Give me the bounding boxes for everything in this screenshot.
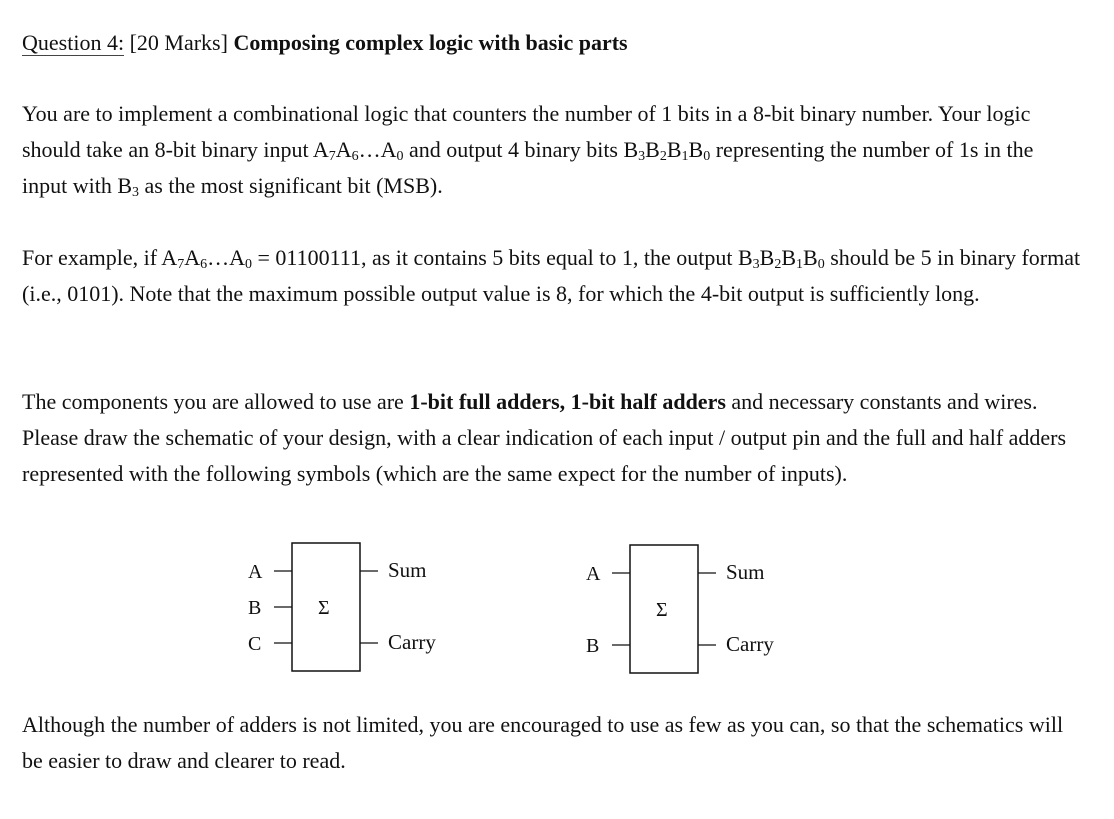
- half-adder-input-b: B: [586, 635, 600, 657]
- paragraph-example: For example, if $A_7A_6\dots A_0 = 01100111$, as it contains 5 bits equal to 1, the output $B_3B_2B_1B_0$ should be 5 in binary format (i.e., 0101). Note that the maximum possible output value is 8, for which the 4-bit output is sufficiently long.: [22, 245, 1081, 306]
- full-adder-output-sum: Sum: [388, 558, 427, 582]
- paragraph-components: The components you are allowed to use are 1-bit full adders, 1-bit half adders and necessary constants and wires. Please draw the schematic of your design, with a clear indication of each input / output pin and the full and half adders represented with the following symbols (which are the same expect for the number of inputs).: [22, 389, 1067, 486]
- paragraph-task: You are to implement a combinational logic that counters the number of 1 bits in a 8-bit binary number. Your logic should take an 8-bit binary input $A_7A_6\dots A_0$ and output 4 binary bits $B_3B_2B_1B_0$ representing the number of 1s in the input with $B_3$ as the most significant bit (MSB).: [22, 101, 1034, 200]
- question-label: Question 4:: [22, 30, 125, 55]
- half-adder-output-sum: Sum: [726, 560, 765, 584]
- full-adder-input-a: A: [248, 561, 263, 583]
- full-adder-sigma: Σ: [318, 597, 330, 619]
- full-adder-output-carry: Carry: [388, 630, 436, 654]
- half-adder-input-a: A: [586, 563, 601, 585]
- full-adder-symbol: [230, 535, 470, 680]
- full-adder-input-c: C: [248, 633, 262, 655]
- half-adder-symbol: [568, 537, 808, 682]
- question-title: [22, 28, 628, 58]
- half-adder-sigma: Σ: [656, 599, 668, 621]
- question-heading: Composing complex logic with basic parts: [233, 30, 628, 55]
- half-adder-output-carry: Carry: [726, 632, 774, 656]
- paragraph-closing: Although the number of adders is not limited, you are encouraged to use as few as you can, so that the schematics will be easier to draw and clearer to read.: [22, 712, 1064, 773]
- question-marks: [20 Marks]: [129, 30, 228, 55]
- full-adder-input-b: B: [248, 597, 262, 619]
